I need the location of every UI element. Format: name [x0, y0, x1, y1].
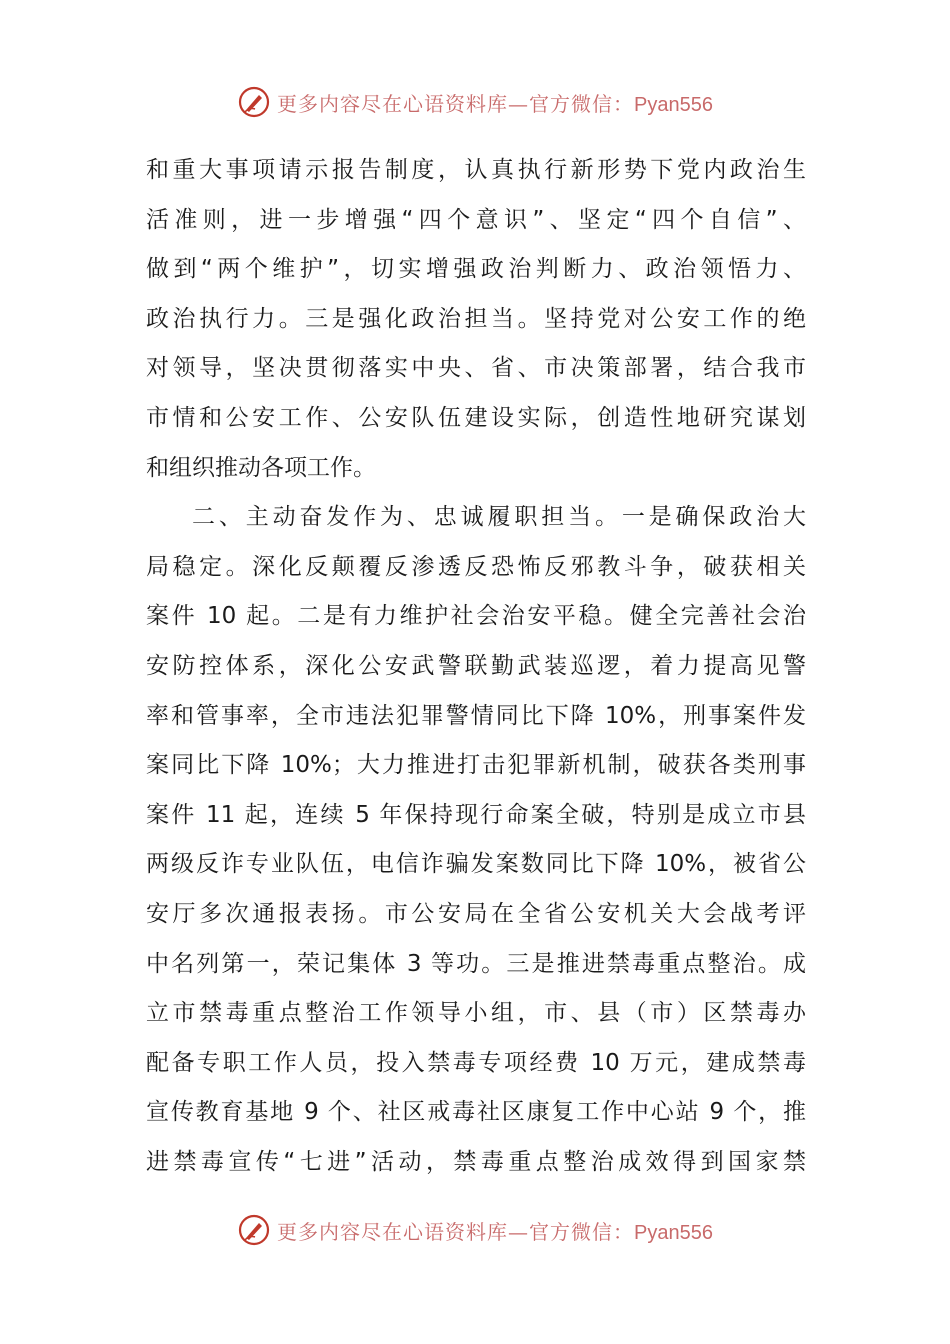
text-line: 案件 10 起。二是有力维护社会治安平稳。健全完善社会治: [146, 603, 806, 630]
header-watermark-text: 更多内容尽在心语资料库—官方微信：Pyan556: [277, 91, 713, 116]
footer-watermark-banner: [0, 1210, 950, 1250]
pen-circle-logo-icon: [237, 1213, 271, 1247]
text-line: 局稳定。深化反颠覆反渗透反恐怖反邪教斗争，破获相关: [146, 553, 806, 580]
text-line: 宣传教育基地 9 个、社区戒毒社区康复工作中心站 9 个，推: [146, 1099, 806, 1126]
text-line: 安防控体系，深化公安武警联勤武装巡逻，着力提高见警: [146, 652, 806, 679]
text-line: 进禁毒宣传“七进”活动，禁毒重点整治成效得到国家禁: [146, 1148, 806, 1175]
pen-circle-logo-icon: [237, 85, 271, 119]
text-line: 和组织推动各项工作。: [146, 454, 376, 481]
text-line: 市情和公安工作、公安队伍建设实际，创造性地研究谋划: [146, 404, 806, 431]
text-line: 做到“两个维护”，切实增强政治判断力、政治领悟力、: [146, 256, 806, 283]
header-watermark-banner: [0, 82, 950, 122]
footer-watermark-text: 更多内容尽在心语资料库—官方微信：Pyan556: [277, 1219, 713, 1244]
text-line: 立市禁毒重点整治工作领导小组，市、县（市）区禁毒办: [146, 1000, 806, 1027]
text-line: 案同比下降 10%；大力推进打击犯罪新机制，破获各类刑事: [146, 752, 806, 779]
text-line: 配备专职工作人员，投入禁毒专项经费 10 万元，建成禁毒: [146, 1049, 806, 1076]
text-line: 率和管事率，全市违法犯罪警情同比下降 10%，刑事案件发: [146, 702, 806, 729]
text-line: 二、主动奋发作为、忠诚履职担当。一是确保政治大: [192, 504, 806, 531]
text-line: 两级反诈专业队伍，电信诈骗发案数同比下降 10%，被省公: [146, 851, 806, 878]
text-line: 安厅多次通报表扬。市公安局在全省公安机关大会战考评: [146, 900, 806, 927]
document-body: [146, 146, 806, 1187]
text-line: 案件 11 起，连续 5 年保持现行命案全破，特别是成立市县: [146, 801, 806, 828]
text-line: 对领导，坚决贯彻落实中央、省、市决策部署，结合我市: [146, 355, 806, 382]
text-line: 和重大事项请示报告制度，认真执行新形势下党内政治生: [146, 157, 806, 183]
text-line: 活准则，进一步增强“四个意识”、坚定“四个自信”、: [146, 206, 806, 233]
text-line: 中名列第一，荣记集体 3 等功。三是推进禁毒重点整治。成: [146, 950, 806, 977]
text-line: 政治执行力。三是强化政治担当。坚持党对公安工作的绝: [146, 305, 806, 332]
